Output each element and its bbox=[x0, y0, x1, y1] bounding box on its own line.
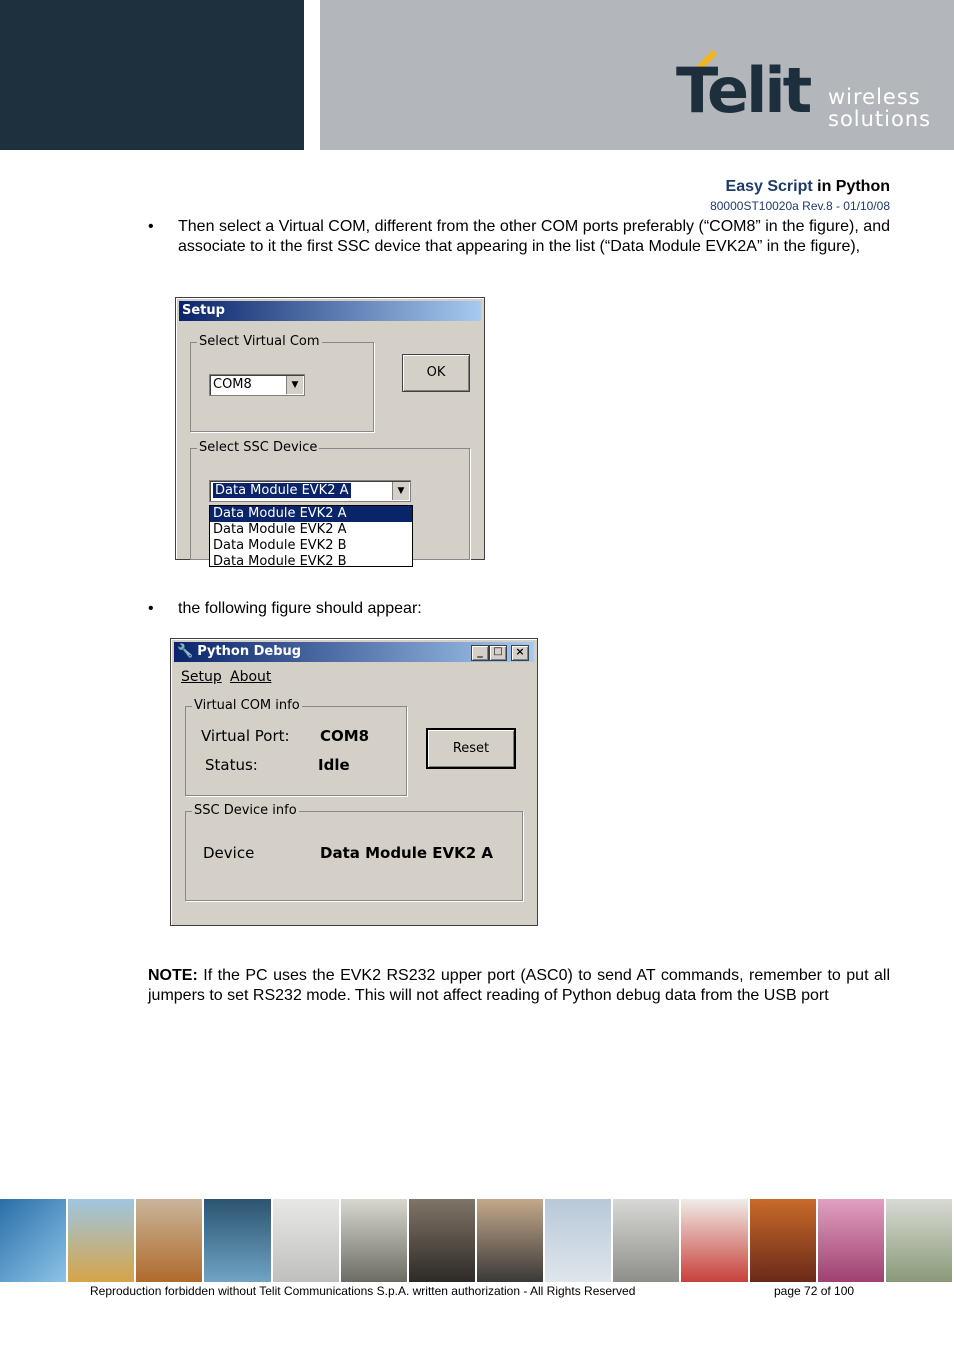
menu-about[interactable]: About bbox=[230, 669, 272, 685]
bullet-text-2: the following figure should appear: bbox=[178, 600, 422, 617]
footer-photo bbox=[613, 1199, 681, 1282]
device-label: Device bbox=[203, 844, 255, 862]
bullet-marker: • bbox=[148, 218, 154, 235]
ssc-device-value: Data Module EVK2 A bbox=[215, 483, 349, 498]
setup-dialog-title: Setup bbox=[179, 301, 481, 321]
virtual-com-info-label: Virtual COM info bbox=[194, 698, 300, 713]
virtual-port-value: COM8 bbox=[320, 727, 370, 745]
reset-button[interactable]: Reset bbox=[426, 728, 516, 769]
document-title-suffix: in Python bbox=[812, 178, 890, 195]
footer-copyright: Reproduction forbidden without Telit Communications S.p.A. written authorization - All Rights Reserved bbox=[90, 1284, 636, 1298]
footer-photo bbox=[273, 1199, 341, 1282]
close-icon[interactable]: × bbox=[511, 645, 529, 661]
footer-page-number: page 72 of 100 bbox=[774, 1284, 855, 1298]
footer-photo bbox=[409, 1199, 477, 1282]
ssc-option[interactable]: Data Module EVK2 A bbox=[210, 506, 412, 522]
document-title-product: Easy Script bbox=[725, 178, 813, 195]
ok-button[interactable]: OK bbox=[402, 354, 470, 392]
ssc-option[interactable]: Data Module EVK2 B bbox=[213, 554, 347, 569]
ssc-device-select[interactable] bbox=[209, 480, 411, 502]
virtual-com-group-label: Select Virtual Com bbox=[199, 334, 320, 349]
header-dark-panel bbox=[0, 0, 304, 150]
footer-photo bbox=[886, 1199, 954, 1282]
ssc-option[interactable]: Data Module EVK2 A bbox=[213, 522, 347, 537]
note-label: NOTE: bbox=[148, 967, 198, 984]
chevron-down-icon[interactable]: ▼ bbox=[392, 482, 409, 500]
setup-dialog bbox=[175, 297, 485, 569]
footer-photo-strip bbox=[0, 1199, 954, 1282]
logo-tagline-1: wireless bbox=[828, 85, 921, 109]
python-debug-window bbox=[170, 638, 538, 926]
ssc-device-group-label: Select SSC Device bbox=[199, 440, 318, 455]
footer-photo bbox=[68, 1199, 136, 1282]
virtual-com-value: COM8 bbox=[213, 377, 252, 392]
virtual-port-label: Virtual Port: bbox=[201, 727, 290, 745]
status-value: Idle bbox=[318, 756, 350, 774]
note-text: If the PC uses the EVK2 RS232 upper port (ASC0) to send AT commands, remember to put all jumpers to set RS232 mode. This will not affect reading of Python debug data from the USB port bbox=[148, 967, 890, 1004]
footer-photo bbox=[477, 1199, 545, 1282]
footer-photo bbox=[681, 1199, 749, 1282]
maximize-icon[interactable]: □ bbox=[489, 645, 507, 661]
logo-tagline-2: solutions bbox=[828, 107, 932, 131]
device-value: Data Module EVK2 A bbox=[320, 844, 494, 862]
footer-photo bbox=[341, 1199, 409, 1282]
wrench-icon: 🔧 bbox=[177, 644, 194, 659]
virtual-com-select[interactable] bbox=[209, 374, 305, 396]
telit-logo bbox=[676, 48, 936, 132]
footer-photo bbox=[750, 1199, 818, 1282]
ssc-device-info-label: SSC Device info bbox=[194, 803, 297, 818]
document-reference: 80000ST10020a Rev.8 - 01/10/08 bbox=[710, 199, 890, 213]
status-label: Status: bbox=[205, 756, 258, 774]
logo-wordmark: Telit bbox=[676, 54, 810, 127]
ssc-device-dropdown-list[interactable] bbox=[209, 505, 413, 567]
footer-photo bbox=[204, 1199, 272, 1282]
document-title bbox=[726, 178, 890, 196]
bullet-marker: • bbox=[148, 600, 154, 617]
python-debug-title: Python Debug bbox=[197, 644, 302, 659]
footer-photo bbox=[818, 1199, 886, 1282]
note-paragraph bbox=[148, 966, 890, 1006]
footer-photo bbox=[136, 1199, 204, 1282]
minimize-icon[interactable]: _ bbox=[471, 645, 489, 661]
menu-setup[interactable]: Setup bbox=[181, 669, 222, 685]
footer-photo bbox=[0, 1199, 68, 1282]
virtual-com-info-group bbox=[185, 698, 407, 796]
bullet-text-1: Then select a Virtual COM, different from the other COM ports preferably (“COM8” in the figure), and associate to it the first SSC device that appearing in the list (“Data Module EVK2A” in the figure), bbox=[178, 218, 890, 255]
ssc-option[interactable]: Data Module EVK2 B bbox=[213, 538, 347, 553]
footer-photo bbox=[545, 1199, 613, 1282]
chevron-down-icon[interactable]: ▼ bbox=[286, 376, 303, 394]
